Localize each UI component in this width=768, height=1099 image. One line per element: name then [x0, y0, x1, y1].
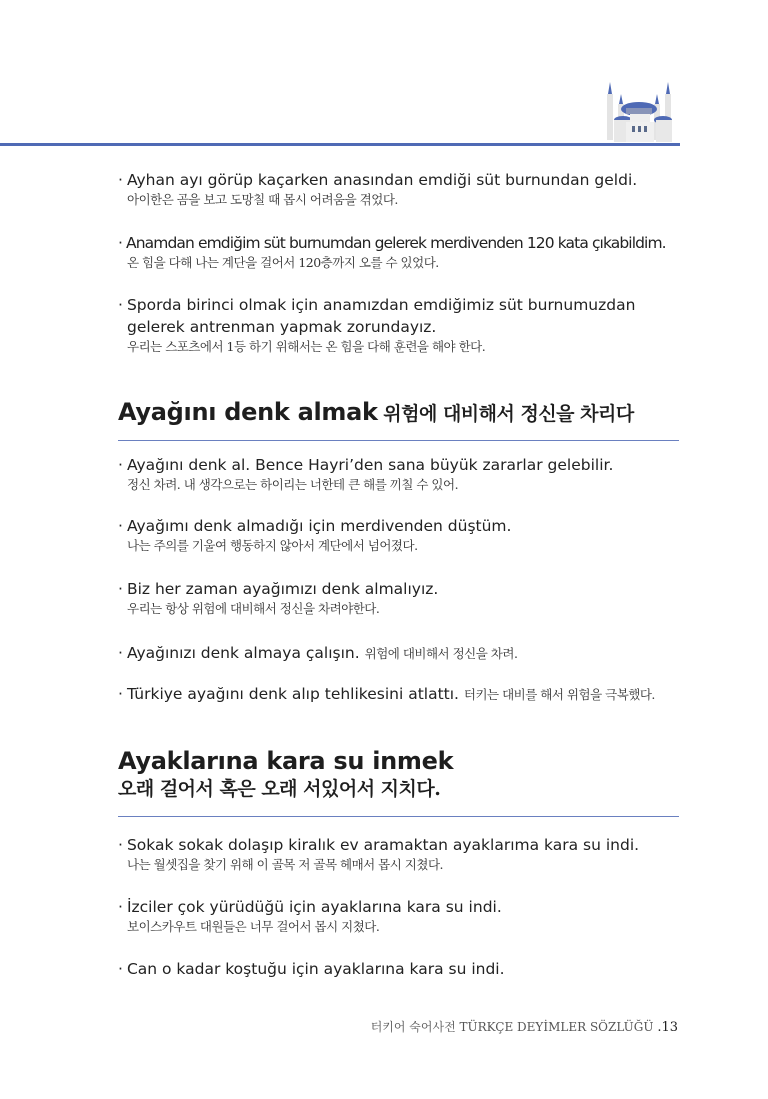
turkish-sentence: Ayağınızı denk almaya çalışın.: [126, 644, 360, 662]
korean-translation: 나는 주의를 기울여 행동하지 않아서 계단에서 넘어졌다.: [127, 538, 418, 553]
korean-translation: 아이한은 곰을 보고 도망칠 때 몹시 어려움을 겪었다.: [127, 192, 398, 207]
example-item: [118, 834, 698, 874]
korean-translation: 위험에 대비해서 정신을 차려.: [364, 646, 518, 661]
bullet: ·: [118, 685, 123, 703]
turkish-sentence: Sporda birinci olmak için anamızdan emdiğimiz süt burnumuzdan: [126, 296, 636, 314]
bullet: ·: [118, 960, 123, 978]
idiom-title: Ayaklarına kara su inmek: [118, 747, 454, 775]
turkish-sentence: Ayağını denk al. Bence Hayri’den sana büyük zararlar gelebilir.: [126, 456, 614, 474]
idiom-heading: [118, 746, 453, 802]
bullet: ·: [118, 898, 123, 916]
idiom-meaning: 위험에 대비해서 정신을 차리다: [383, 403, 634, 425]
turkish-sentence-continued: gelerek antrenman yapmak zorundayız.: [127, 318, 437, 336]
example-item: [118, 454, 698, 494]
idiom-title: Ayağını denk almak: [118, 398, 378, 426]
bullet: ·: [118, 644, 123, 662]
korean-translation: 우리는 스포츠에서 1등 하기 위해서는 온 힘을 다해 훈련을 해야 한다.: [127, 339, 486, 354]
example-item: [118, 683, 698, 706]
idiom-meaning: 오래 걸어서 혹은 오래 서있어서 지치다.: [118, 778, 441, 800]
example-item: [118, 578, 698, 618]
korean-translation: 나는 월셋집을 찾기 위해 이 골목 저 골목 헤매서 몹시 지쳤다.: [127, 857, 444, 872]
bullet: ·: [118, 456, 123, 474]
bullet: ·: [118, 234, 123, 252]
example-item: [118, 515, 698, 555]
turkish-sentence: Sokak sokak dolaşıp kiralık ev aramaktan ayaklarıma kara su indi.: [126, 836, 640, 854]
korean-translation: 온 힘을 다해 나는 계단을 걸어서 120층까지 오를 수 있었다.: [127, 255, 439, 270]
korean-translation: 터키는 대비를 해서 위험을 극복했다.: [463, 687, 655, 702]
bullet: ·: [118, 171, 123, 189]
bullet: ·: [118, 296, 123, 314]
bullet: ·: [118, 836, 123, 854]
turkish-sentence: Türkiye ayağını denk alıp tehlikesini atlattı.: [126, 685, 459, 703]
example-item: [118, 232, 698, 272]
example-item: [118, 294, 698, 356]
bullet: ·: [118, 517, 123, 535]
header-rule: [0, 143, 680, 146]
korean-translation: 보이스카우트 대원들은 너무 걸어서 몹시 지쳤다.: [127, 919, 380, 934]
bullet: ·: [118, 580, 123, 598]
korean-translation: 우리는 항상 위험에 대비해서 정신을 차려야한다.: [127, 601, 380, 616]
turkish-sentence: Can o kadar koştuğu için ayaklarına kara su indi.: [126, 960, 505, 978]
korean-translation: 정신 차려. 내 생각으로는 하이리는 너한테 큰 해를 끼칠 수 있어.: [127, 477, 459, 492]
section-rule: [118, 440, 679, 441]
page-footer: [371, 1018, 678, 1035]
section-rule: [118, 816, 679, 817]
example-item: [118, 642, 698, 665]
example-item: [118, 169, 698, 209]
idiom-heading: [118, 398, 634, 426]
turkish-sentence: Anamdan emdiğim süt burnumdan gelerek merdivenden 120 kata çıkabildim.: [126, 234, 666, 252]
book-title: 터키어 숙어사전 TÜRKÇE DEYİMLER SÖZLÜĞÜ: [370, 1020, 654, 1034]
turkish-sentence: İzciler çok yürüdüğü için ayaklarına kara su indi.: [126, 898, 502, 916]
turkish-sentence: Ayağımı denk almadığı için merdivenden düştüm.: [126, 517, 512, 535]
page-number: .13: [657, 1020, 678, 1035]
turkish-sentence: Ayhan ayı görüp kaçarken anasından emdiği süt burnundan geldi.: [126, 171, 638, 189]
example-item: [118, 896, 698, 936]
turkish-sentence: Biz her zaman ayağımızı denk almalıyız.: [126, 580, 439, 598]
example-item: [118, 958, 698, 980]
mosque-illustration-icon: [596, 78, 682, 144]
